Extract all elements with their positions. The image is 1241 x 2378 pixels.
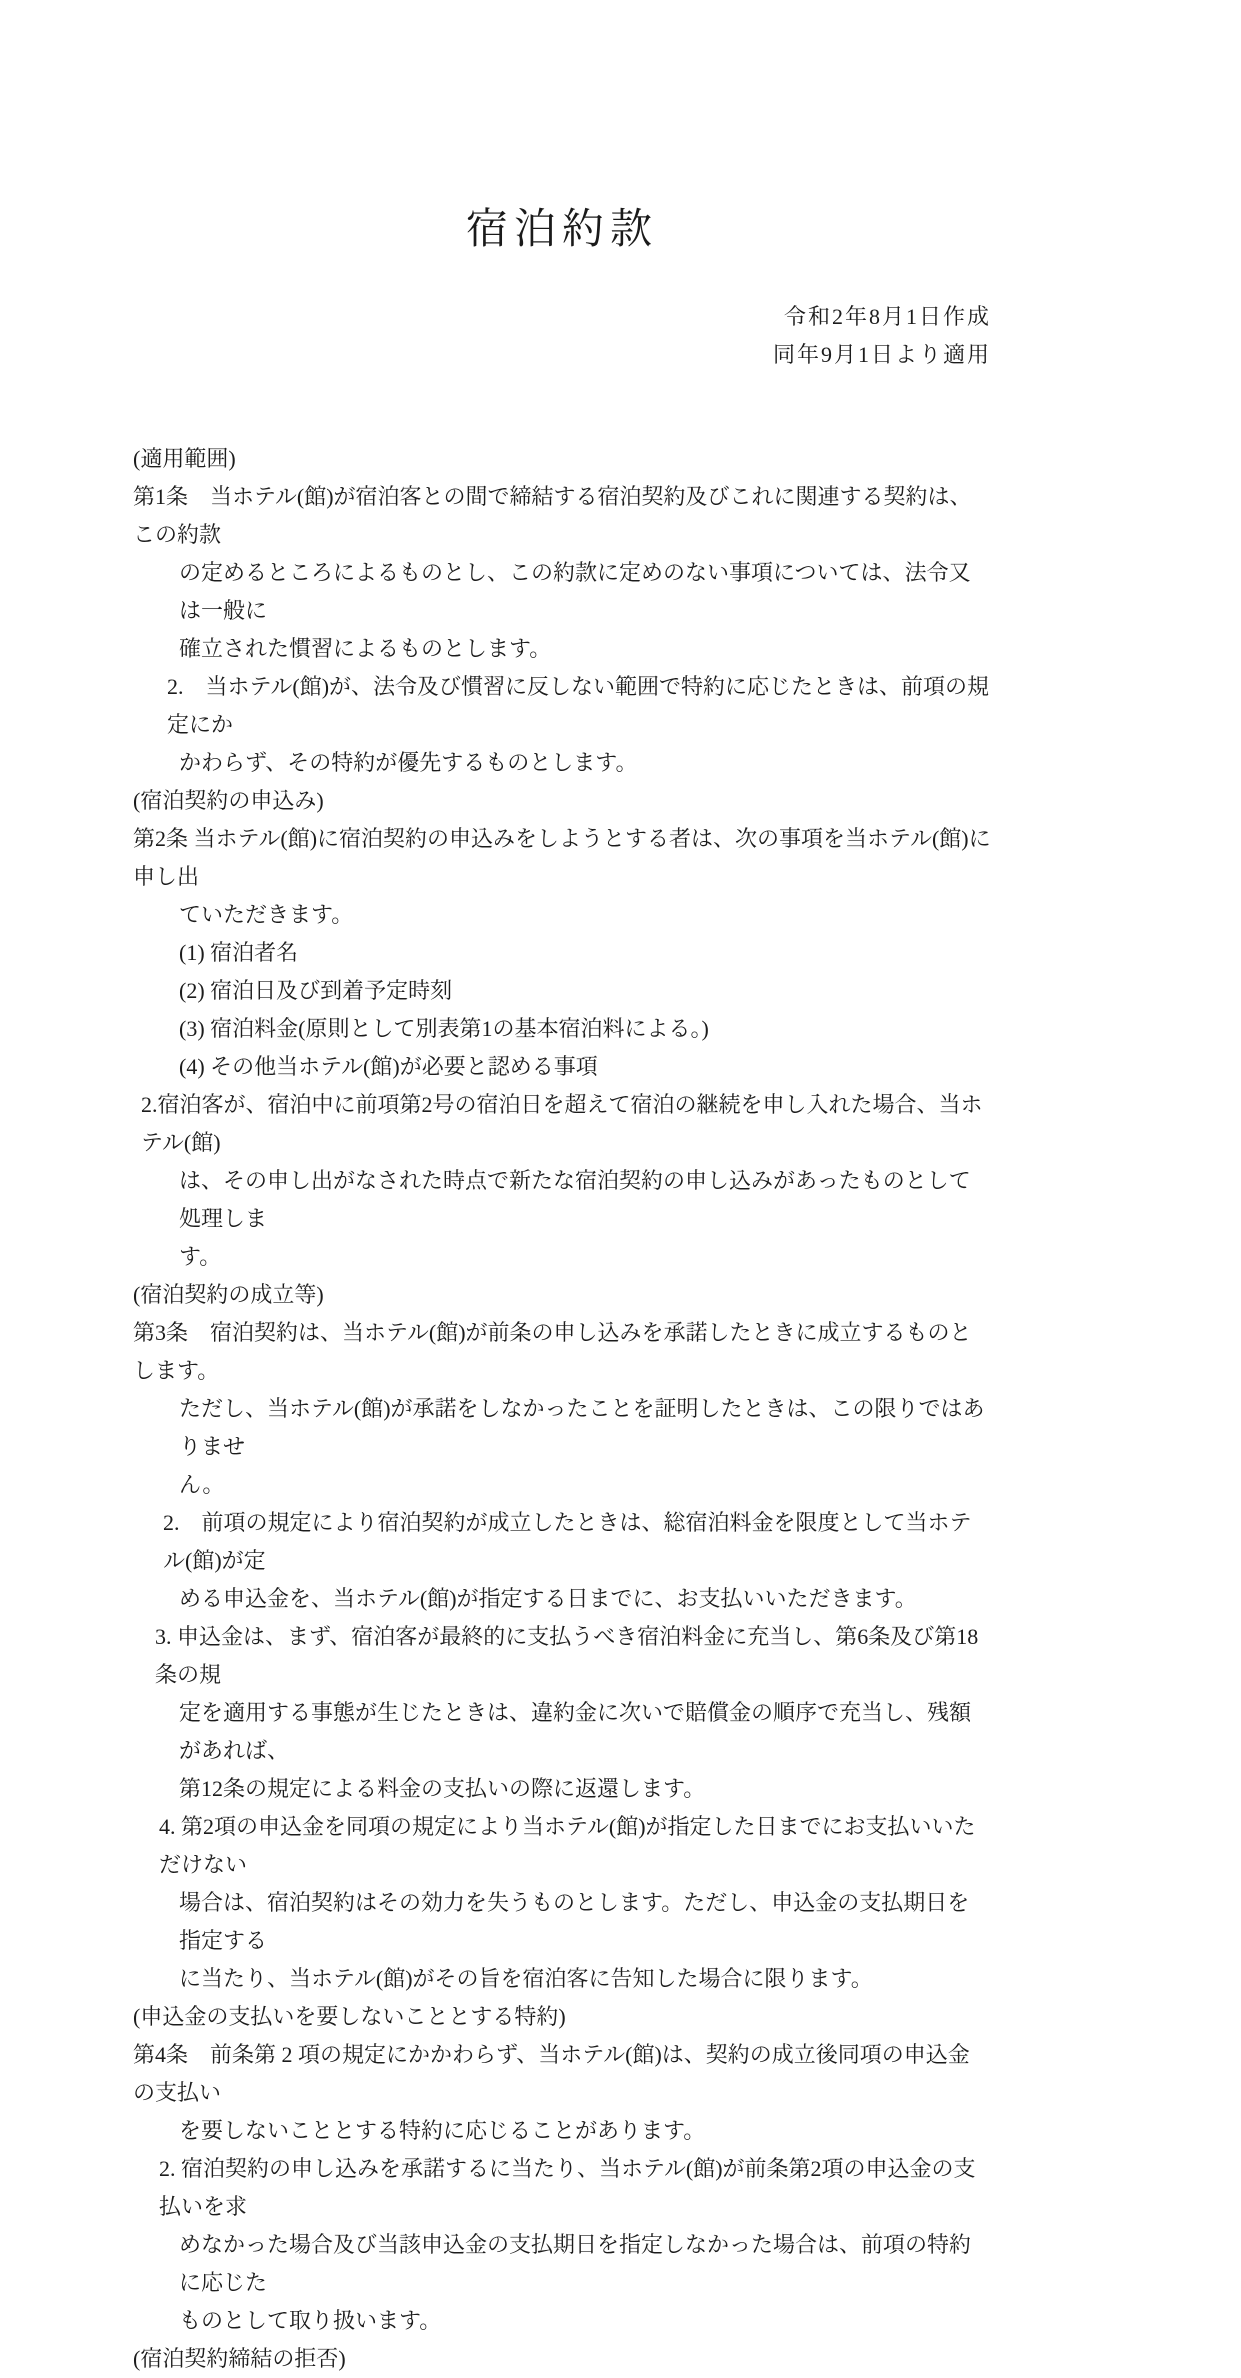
document-line: める申込金を、当ホテル(館)が指定する日までに、お支払いいただきます。 bbox=[179, 1586, 917, 1611]
document-line: 確立された慣習によるものとします。 bbox=[179, 636, 552, 661]
document-line: 場合は、宿泊契約はその効力を失うものとします。ただし、申込金の支払期日を指定する bbox=[179, 1890, 970, 1953]
document-title: 宿泊約款 bbox=[465, 207, 658, 253]
document-line: (適用範囲) bbox=[133, 446, 236, 471]
document-line: に当たり、当ホテル(館)がその旨を宿泊客に告知した場合に限ります。 bbox=[179, 1966, 873, 1991]
document-line: (宿泊契約締結の拒否) bbox=[133, 2346, 346, 2371]
document-line: 第12条の規定による料金の支払いの際に返還します。 bbox=[179, 1776, 706, 1801]
document-line: 2. 前項の規定により宿泊契約が成立したときは、総宿泊料金を限度として当ホテル(館)が定 bbox=[163, 1510, 972, 1573]
document-line: ものとして取り扱います。 bbox=[179, 2308, 442, 2333]
document-line: 4. 第2項の申込金を同項の規定により当ホテル(館)が指定した日までにお支払いいただけない bbox=[159, 1814, 976, 1877]
document-line: (申込金の支払いを要しないこととする特約) bbox=[133, 2004, 566, 2029]
document-line: は、その申し出がなされた時点で新たな宿泊契約の申し込みがあったものとして処理しま bbox=[179, 1168, 971, 1231]
document-line: めなかった場合及び当該申込金の支払期日を指定しなかった場合は、前項の特約に応じた bbox=[179, 2232, 972, 2295]
effective-date-line: 同年9月1日より適用 bbox=[772, 342, 991, 367]
created-date-line: 令和2年8月1日作成 bbox=[783, 304, 991, 329]
document-line: (1) 宿泊者名 bbox=[179, 940, 299, 965]
document-line: 定を適用する事態が生じたときは、違約金に次いで賠償金の順序で充当し、残額があれば、 bbox=[179, 1700, 972, 1763]
document-line: (宿泊契約の成立等) bbox=[133, 1282, 324, 1307]
document-line: を要しないこととする特約に応じることがあります。 bbox=[179, 2118, 706, 2143]
document-line: (宿泊契約の申込み) bbox=[133, 788, 324, 813]
document-line: す。 bbox=[179, 1244, 222, 1269]
document-line: 2.宿泊客が、宿泊中に前項第2号の宿泊日を超えて宿泊の継続を申し入れた場合、当ホテル(館) bbox=[141, 1092, 983, 1155]
document-line: 第4条 前条第 2 項の規定にかかわらず、当ホテル(館)は、契約の成立後同項の申込金の支払い bbox=[133, 2042, 970, 2105]
document-line: ただし、当ホテル(館)が承諾をしなかったことを証明したときは、この限りではありませ bbox=[179, 1396, 985, 1459]
document-line: 第1条 当ホテル(館)が宿泊客との間で締結する宿泊契約及びこれに関連する契約は、この約款 bbox=[133, 484, 972, 547]
document-line: 第2条 当ホテル(館)に宿泊契約の申込みをしようとする者は、次の事項を当ホテル(館)に申し出 bbox=[133, 826, 991, 889]
document-line: ん。 bbox=[179, 1472, 225, 1497]
document-body bbox=[133, 440, 991, 2378]
document-line: 3. 申込金は、まず、宿泊客が最終的に支払うべき宿泊料金に充当し、第6条及び第18条の規 bbox=[155, 1624, 979, 1687]
document-line: 2. 当ホテル(館)が、法令及び慣習に反しない範囲で特約に応じたときは、前項の規定にか bbox=[167, 674, 990, 737]
document-line: の定めるところによるものとし、この約款に定めのない事項については、法令又は一般に bbox=[179, 560, 971, 623]
document-line: (3) 宿泊料金(原則として別表第1の基本宿泊料による。) bbox=[179, 1016, 709, 1041]
document-line: (4) その他当ホテル(館)が必要と認める事項 bbox=[179, 1054, 598, 1079]
document-line: 第3条 宿泊契約は、当ホテル(館)が前条の申し込みを承諾したときに成立するものとします。 bbox=[133, 1320, 972, 1383]
document-content bbox=[133, 0, 991, 2378]
document-line: ていただきます。 bbox=[179, 902, 354, 927]
document-line: かわらず、その特約が優先するものとします。 bbox=[179, 750, 638, 775]
date-block bbox=[133, 298, 991, 374]
document-line: (2) 宿泊日及び到着予定時刻 bbox=[179, 978, 453, 1003]
document-line: 2. 宿泊契約の申し込みを承諾するに当たり、当ホテル(館)が前条第2項の申込金の支払いを求 bbox=[159, 2156, 976, 2219]
